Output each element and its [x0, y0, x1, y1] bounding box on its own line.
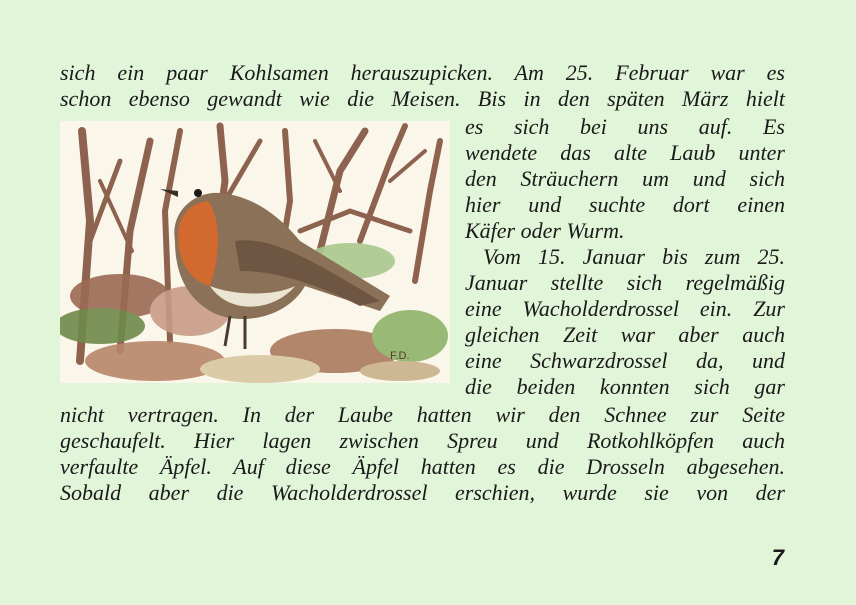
text-line: hier und suchte dort einen: [465, 192, 785, 217]
text-line: eine Wacholderdrossel ein. Zur: [465, 296, 785, 321]
text-line: es sich bei uns auf. Es: [465, 114, 785, 139]
text-line: schon ebenso gewandt wie die Meisen. Bis in den späten März hielt: [60, 86, 785, 111]
text-line: geschaufelt. Hier lagen zwischen Spreu und Rotkohlköpfen auch: [60, 428, 785, 453]
text-line: den Sträuchern um und sich: [465, 166, 785, 191]
text-line: wendete das alte Laub unter: [465, 140, 785, 165]
illustration-signature: F.D.: [390, 350, 410, 362]
text-line: Sobald aber die Wacholderdrossel erschien, wurde sie von der: [60, 480, 785, 505]
robin-illustration: [60, 121, 450, 383]
text-line: Januar stellte sich regelmäßig: [465, 270, 785, 295]
text-line: gleichen Zeit war aber auch: [465, 322, 785, 347]
text-line: nicht vertragen. In der Laube hatten wir den Schnee zur Seite: [60, 402, 785, 427]
text-line: Käfer oder Wurm.: [465, 218, 625, 243]
text-line: Vom 15. Januar bis zum 25.: [483, 244, 785, 269]
text-line: die beiden konnten sich gar: [465, 374, 785, 399]
text-line: sich ein paar Kohlsamen herauszupicken. Am 25. Februar war es: [60, 60, 785, 85]
text-line: eine Schwarzdrossel da, und: [465, 348, 785, 373]
page-number: 7: [771, 545, 784, 570]
text-line: verfaulte Äpfel. Auf diese Äpfel hatten es die Drosseln abgesehen.: [60, 454, 785, 479]
